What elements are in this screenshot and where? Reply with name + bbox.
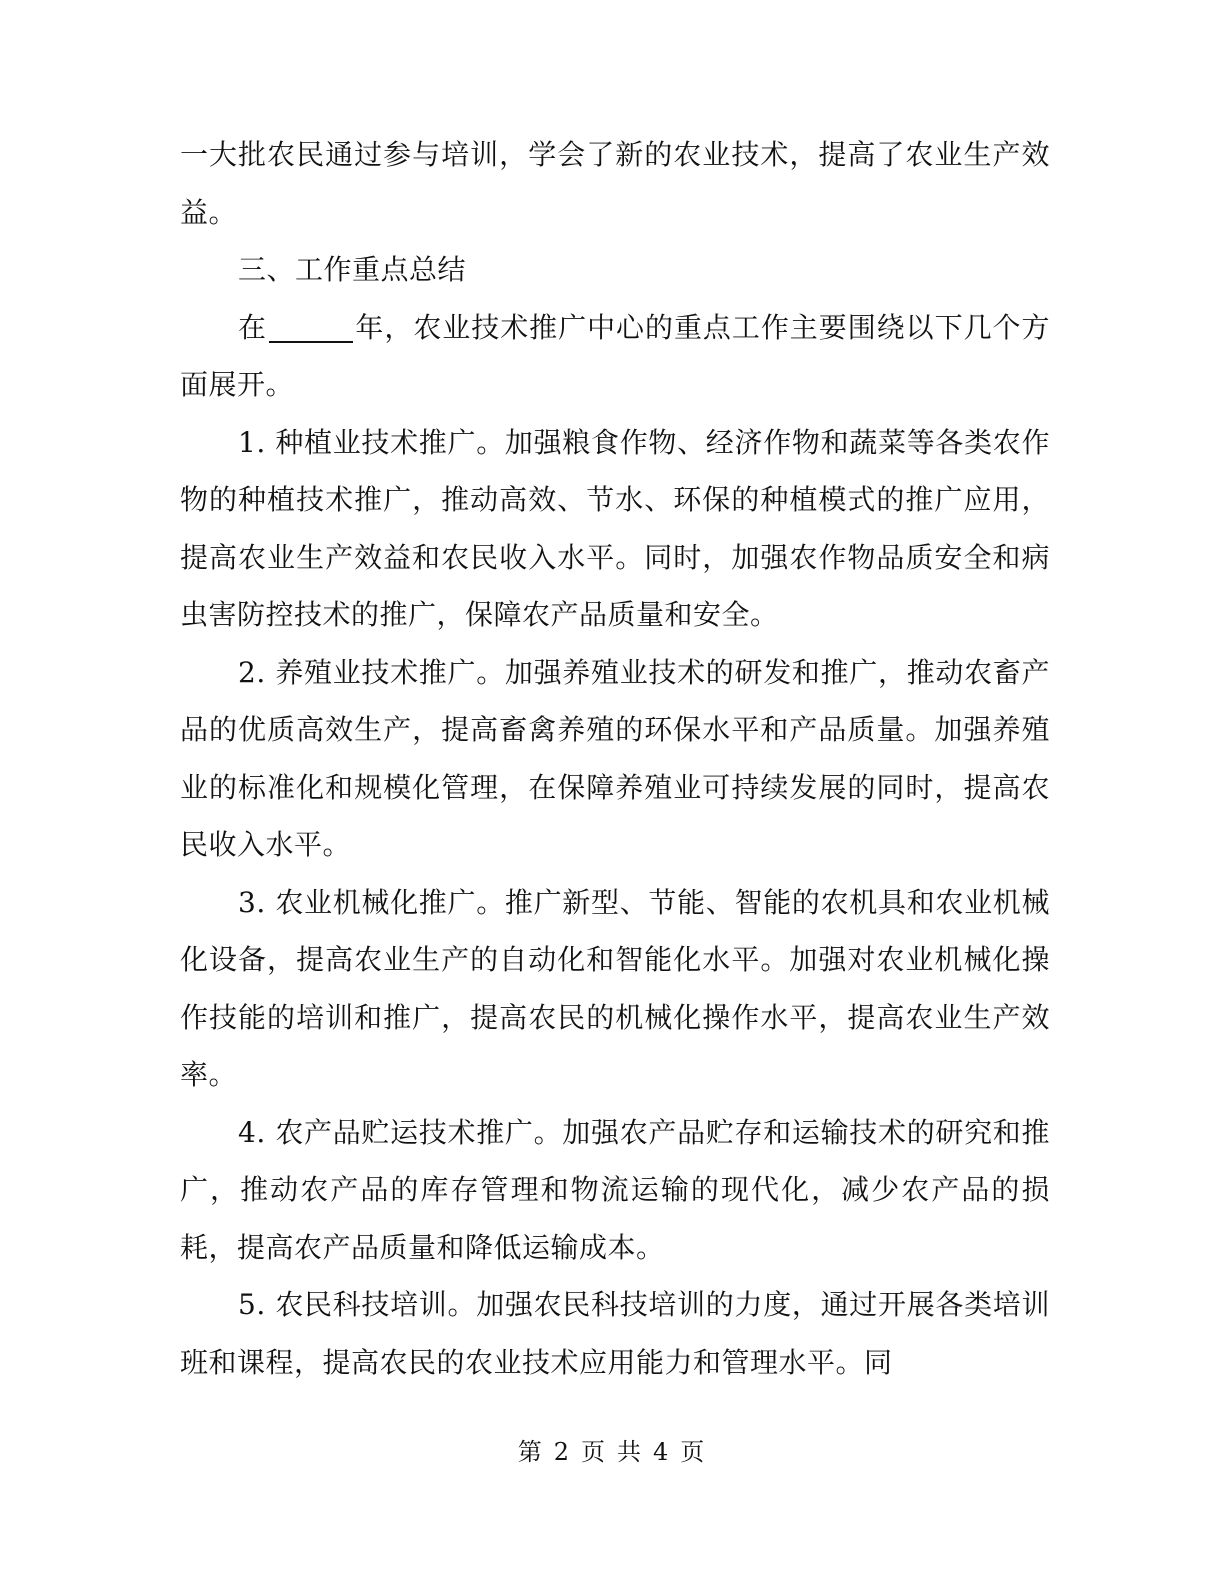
section-heading: 三、工作重点总结	[238, 253, 467, 286]
footer-total-pages: 4	[653, 1438, 671, 1466]
footer-label-total-unit: 页	[680, 1438, 707, 1466]
paragraph-item-5: 5. 农民科技培训。加强农民科技培训的力度，通过开展各类培训班和课程，提高农民的农业技术应用能力和管理水平。同	[180, 1288, 1050, 1379]
paragraph-intro	[180, 299, 1050, 414]
document-body	[180, 126, 1050, 1391]
paragraph-continuation: 一大批农民通过参与培训，学会了新的农业技术，提高了农业生产效益。	[180, 138, 1050, 229]
paragraph-item-1: 1. 种植业技术推广。加强粮食作物、经济作物和蔬菜等各类农作物的种植技术推广，推动高效、节水、环保的种植模式的推广应用，提高农业生产效益和农民收入水平。同时，加强农作物品质安全和病虫害防控技术的推广，保障农产品质量和安全。	[180, 425, 1050, 631]
paragraph-intro-after: 年，农业技术推广中心的重点工作主要围绕以下几个方面展开。	[180, 310, 1050, 401]
paragraph-intro-before: 在	[238, 310, 267, 344]
paragraph-item-3: 3. 农业机械化推广。推广新型、节能、智能的农机具和农业机械化设备，提高农业生产的自动化和智能化水平。加强对农业机械化操作技能的培训和推广，提高农民的机械化操作水平，提高农业生产效率。	[180, 885, 1050, 1091]
footer-label-page: 第	[517, 1438, 544, 1466]
paragraph-item-4: 4. 农产品贮运技术推广。加强农产品贮存和运输技术的研究和推广，推动农产品的库存管理和物流运输的现代化，减少农产品的损耗，提高农产品质量和降低运输成本。	[180, 1115, 1050, 1264]
year-blank	[269, 317, 353, 343]
page-footer	[0, 1432, 1224, 1467]
footer-current-page: 2	[553, 1438, 571, 1466]
footer-label-total: 共	[617, 1438, 643, 1466]
paragraph-item-2: 2. 养殖业技术推广。加强养殖业技术的研发和推广，推动农畜产品的优质高效生产，提高畜禽养殖的环保水平和产品质量。加强养殖业的标准化和规模化管理，在保障养殖业可持续发展的同时，提高农民收入水平。	[180, 655, 1050, 861]
footer-label-page-unit: 页	[581, 1438, 607, 1466]
